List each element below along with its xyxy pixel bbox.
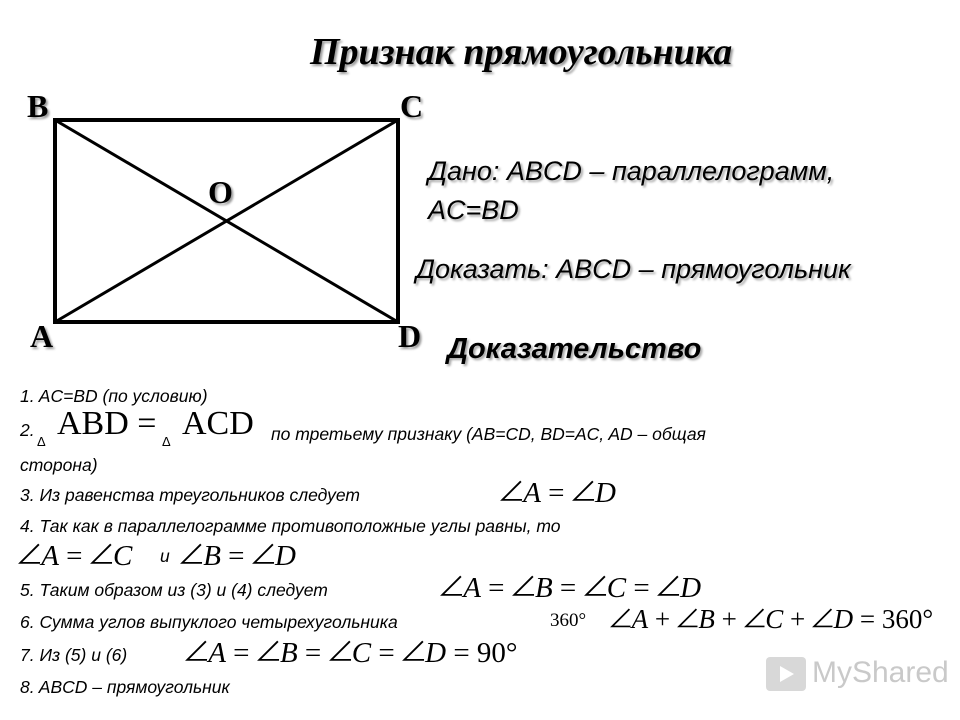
math-operator: + xyxy=(783,604,812,634)
vertex-d-label: D xyxy=(398,318,422,354)
vertex-a-label: A xyxy=(30,318,54,354)
angle-symbol xyxy=(610,607,632,629)
angle-name: C xyxy=(351,637,372,669)
math-operator: = 360° xyxy=(853,604,934,634)
math-operator: = xyxy=(540,477,572,509)
proof-step-5: 5. Таким образом из (3) и (4) следует xyxy=(20,580,328,600)
proof-step-5-math xyxy=(440,572,701,605)
angle-name: D xyxy=(680,572,702,604)
proof-step-8: 8. ABCD – прямоугольник xyxy=(20,677,230,697)
proof-step-2-text: по третьему признаку (AB=CD, BD=AC, AD – общая xyxy=(271,424,706,444)
angle-name: D xyxy=(833,604,854,634)
angle-symbol xyxy=(180,542,203,565)
angle-symbol xyxy=(744,607,766,629)
proof-step-7-math xyxy=(185,637,518,670)
angle-name: A xyxy=(523,477,541,509)
prove-statement: Доказать: ABCD – прямоугольник xyxy=(416,254,851,284)
given-line-1: Дано: ABCD – параллелограмм, xyxy=(428,156,835,186)
math-operator: + xyxy=(714,604,744,634)
angle-symbol xyxy=(584,574,607,597)
proof-step-7: 7. Из (5) и (6) xyxy=(20,645,128,665)
math-operator: = xyxy=(225,637,257,669)
proof-step-6-degrees: 360° xyxy=(550,610,587,631)
angle-symbol xyxy=(812,607,834,629)
triangle-symbol-2: Δ xyxy=(162,434,171,449)
angle-symbol xyxy=(329,639,352,662)
angle-name: B xyxy=(698,604,715,634)
angle-name: A xyxy=(208,637,226,669)
triangle-symbol-1: Δ xyxy=(37,434,46,449)
proof-heading: Доказательство xyxy=(447,333,702,365)
proof-step-3: 3. Из равенства треугольников следует xyxy=(20,485,360,505)
angle-symbol xyxy=(185,639,208,662)
angle-name: D xyxy=(274,540,296,572)
watermark-text: MyShared xyxy=(812,656,949,689)
angle-symbol xyxy=(440,574,463,597)
angle-symbol xyxy=(18,542,41,565)
math-operator: = xyxy=(552,572,584,604)
angle-symbol xyxy=(657,574,680,597)
angle-name: A xyxy=(41,540,59,572)
proof-step-2-math-b: ACD xyxy=(182,405,254,442)
proof-step-1: 1. AC=BD (по условию) xyxy=(20,386,208,406)
angle-symbol xyxy=(257,639,280,662)
math-operator: = xyxy=(626,572,657,604)
math-operator: = xyxy=(297,637,329,669)
angle-name: A xyxy=(463,572,481,604)
math-operator: = xyxy=(58,540,90,572)
angle-symbol xyxy=(677,607,699,629)
proof-step-4-and: и xyxy=(160,546,170,566)
angle-name: B xyxy=(534,572,553,604)
math-operator: = xyxy=(480,572,512,604)
angle-name: C xyxy=(606,572,627,604)
angle-name: D xyxy=(425,637,447,669)
angle-name: A xyxy=(631,604,649,634)
angle-symbol xyxy=(402,639,425,662)
angle-name: D xyxy=(594,477,616,509)
proof-step-4-math-1 xyxy=(18,540,132,573)
vertex-c-label: C xyxy=(400,88,424,124)
proof-step-6: 6. Сумма углов выпуклого четырехугольника xyxy=(20,612,398,632)
proof-step-4-math-2 xyxy=(180,540,296,573)
proof-step-2-math-a: ABD = xyxy=(57,405,157,442)
math-operator: = xyxy=(220,540,252,572)
proof-step-2-continuation: сторона) xyxy=(20,455,98,475)
slide-title: Признак прямоугольника xyxy=(310,31,733,73)
angle-symbol xyxy=(252,542,275,565)
given-line-2: AC=BD xyxy=(428,195,519,225)
angle-symbol xyxy=(90,542,113,565)
angle-name: B xyxy=(203,540,221,572)
angle-symbol xyxy=(500,479,523,502)
proof-step-3-math xyxy=(500,477,616,510)
angle-symbol xyxy=(512,574,535,597)
angle-name: B xyxy=(279,637,298,669)
vertex-b-label: B xyxy=(27,88,49,124)
angle-name: C xyxy=(765,604,784,634)
proof-step-2-number: 2. xyxy=(20,420,35,440)
angle-symbol xyxy=(572,479,595,502)
proof-step-4: 4. Так как в параллелограмме противоположные углы равны, то xyxy=(20,516,561,536)
vertex-o-label: O xyxy=(208,174,233,210)
math-operator: + xyxy=(648,604,677,634)
proof-step-6-math xyxy=(610,604,933,635)
watermark xyxy=(766,656,949,691)
angle-name: C xyxy=(112,540,133,572)
math-operator: = xyxy=(371,637,402,669)
math-operator: = 90° xyxy=(446,637,518,669)
play-icon xyxy=(766,657,806,691)
